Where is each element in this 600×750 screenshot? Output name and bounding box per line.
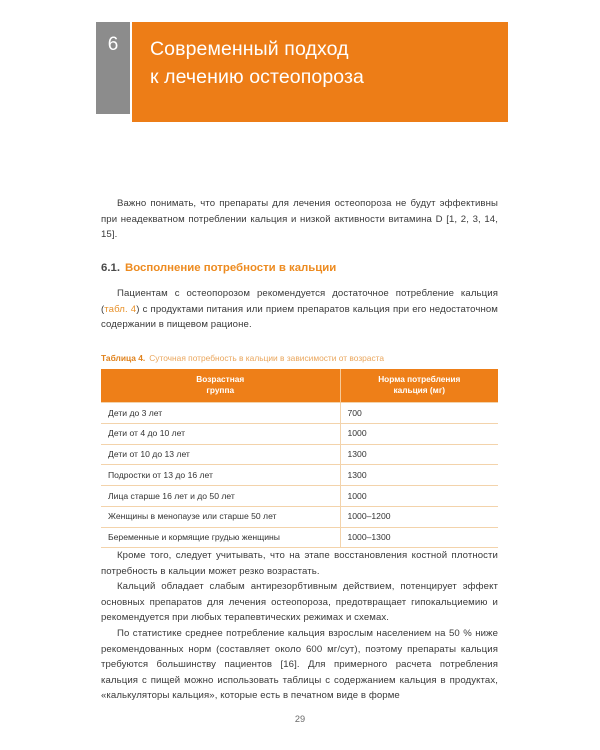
chapter-title-line-2: к лечению остеопороза: [150, 65, 364, 88]
table-header-age-group: [101, 369, 340, 403]
cell-age-group: Женщины в менопаузе или старше 50 лет: [101, 506, 340, 527]
chapter-header: [0, 22, 600, 123]
table-caption: [101, 353, 498, 364]
chapter-title-banner: [132, 22, 508, 122]
page-content: [101, 196, 498, 704]
section-paragraph-part-2: ) с продуктами питания или прием препаратов кальция при его недостаточном содержании в пищевом рационе.: [101, 303, 498, 331]
section-title: Восполнение потребности в кальции: [125, 261, 337, 274]
cell-age-group: Лица старше 16 лет и до 50 лет: [101, 486, 340, 507]
cell-age-group: Дети от 10 до 13 лет: [101, 444, 340, 465]
cell-calcium-norm: 1000–1200: [340, 506, 498, 527]
section-paragraph-part-1: Пациентам с остеопорозом рекомендуется достаточное потребление кальция (: [101, 288, 498, 315]
table-header-calcium-norm-line-1: Норма потребления: [378, 373, 461, 384]
cell-age-group: Дети от 4 до 10 лет: [101, 423, 340, 444]
chapter-number: 6: [107, 34, 119, 55]
calcium-requirement-table: [101, 369, 498, 549]
cell-age-group: Дети до 3 лет: [101, 403, 340, 424]
section-number: 6.1.: [101, 261, 120, 274]
table-row: [101, 444, 498, 465]
cell-calcium-norm: 1300: [340, 465, 498, 486]
chapter-title-line-1: Современный подход: [150, 38, 349, 60]
table-row: [101, 527, 498, 548]
cell-calcium-norm: 700: [340, 403, 498, 424]
table-header-age-group-line-2: группа: [206, 384, 235, 395]
table-caption-text: Суточная потребность в кальции в зависимости от возраста: [149, 352, 385, 363]
table-row: [101, 486, 498, 507]
cell-age-group: Беременные и кормящие грудью женщины: [101, 527, 340, 548]
table-row: [101, 403, 498, 424]
table-row: [101, 423, 498, 444]
chapter-number-box: [96, 22, 130, 114]
cell-calcium-norm: 1000–1300: [340, 527, 498, 548]
table-body: [101, 403, 498, 548]
cell-age-group: Подростки от 13 до 16 лет: [101, 465, 340, 486]
cell-calcium-norm: 1000: [340, 486, 498, 507]
cell-calcium-norm: 1300: [340, 444, 498, 465]
table-header-age-group-line-1: Возрастная: [196, 373, 245, 384]
table-header-calcium-norm-line-2: кальция (мг): [393, 384, 446, 395]
cell-calcium-norm: 1000: [340, 423, 498, 444]
table-row: [101, 465, 498, 486]
table-row: [101, 506, 498, 527]
table-caption-label: Таблица 4.: [101, 352, 146, 363]
page-number: 29: [294, 714, 306, 724]
table-header-row: [101, 369, 498, 403]
section-heading: [101, 262, 498, 276]
paragraph-after-table-1: Кроме того, следует учитывать, что на этапе восстановления костной плотности потребность в кальции может резко возрастать.: [101, 550, 498, 577]
chapter-title: [150, 36, 498, 91]
intro-paragraph: Важно понимать, что препараты для лечения остеопороза не будут эффективны при неадекватном потреблении кальция и низкой активности витамина D [1, 2, 3, 14, 15].: [101, 198, 498, 241]
paragraph-after-table-3: По статистике среднее потребление кальция взрослым населением на 50 % ниже рекомендованных норм (составляет около 600 мг/сут), поэтому препараты кальция требуются большинству пациентов [16]. Для примерного расчета потребления кальция с пищей можно использовать таблицы с содержанием кальция в продуктах, «калькуляторы кальция», которые есть в печатном виде в форме: [101, 627, 498, 702]
table-header-calcium-norm: [340, 369, 498, 403]
table-reference-link[interactable]: табл. 4: [104, 303, 137, 315]
section-paragraph: [101, 286, 498, 333]
paragraph-after-table-2: Кальций обладает слабым антирезорбтивным действием, потенцирует эффект основных препаратов для лечения остеопороза, предотвращает гипокальциемию и рекомендуется при любых терапевтических режимах и схемах.: [101, 581, 498, 624]
